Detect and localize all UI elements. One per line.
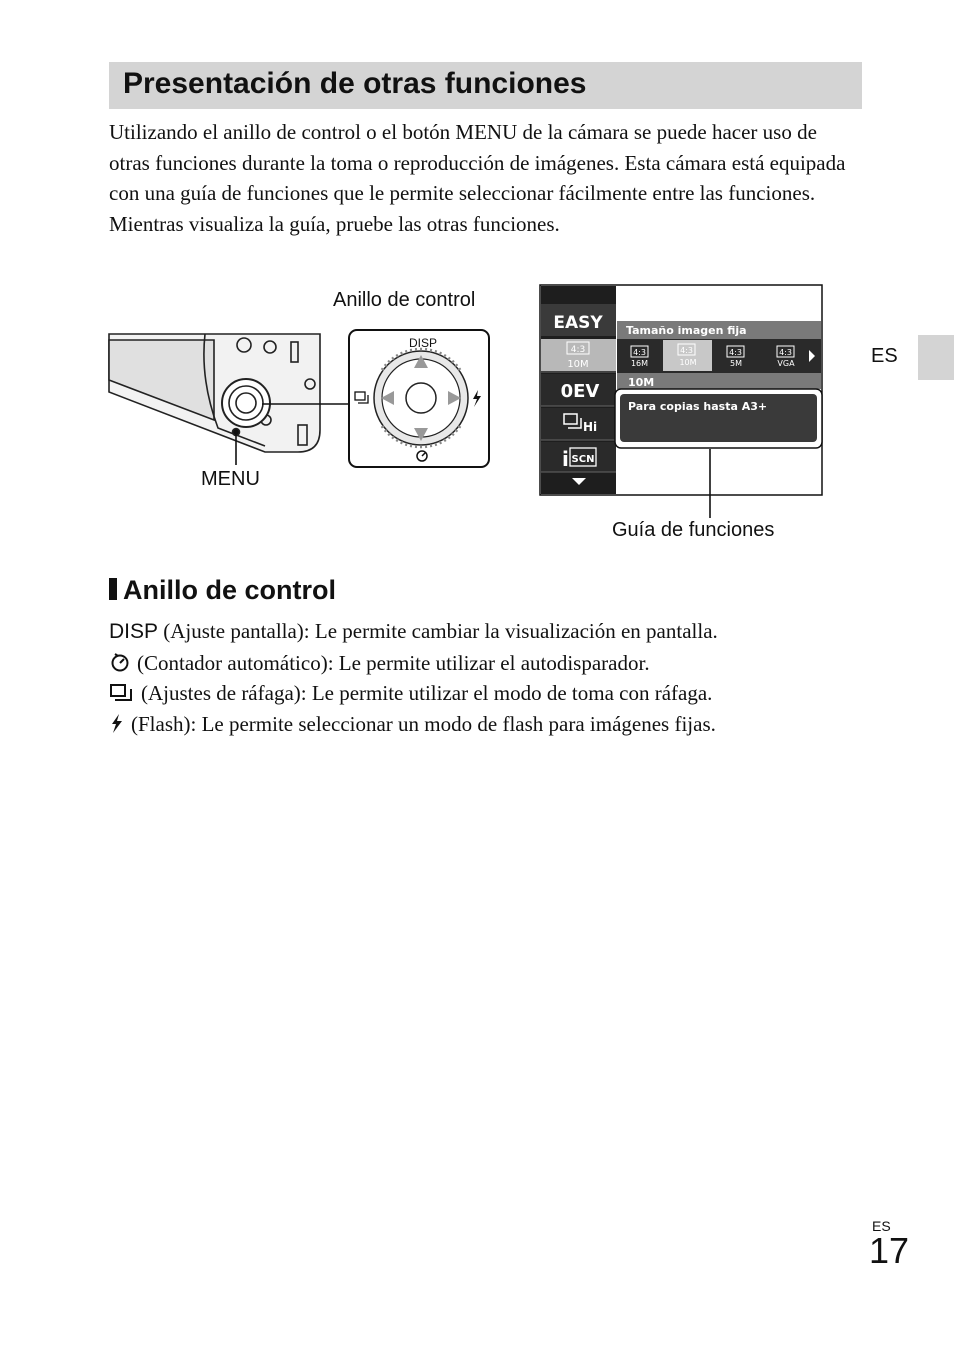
flash-icon <box>109 712 125 734</box>
control-ring-detail <box>349 330 489 467</box>
page-lang: ES <box>872 1218 891 1234</box>
left-aspect-label: 4:3 <box>570 345 586 355</box>
left-size-label: 10M <box>567 359 589 370</box>
intro-paragraph: Utilizando el anillo de control o el botón MENU de la cámara se puede hacer uso de otras funciones durante la toma o reproducción de imágenes. Esta cámara está equipada con una guía de funciones que le permite seleccionar fácilmente entre las funciones. Mientras visualiza la guía, pruebe las otras funciones. <box>109 120 846 236</box>
burst-hi-label: Hi <box>583 420 598 434</box>
burst-icon <box>109 681 135 703</box>
screen-header: Tamaño imagen fija <box>626 324 747 337</box>
option-16m <box>631 346 648 368</box>
svg-text:16M: 16M <box>630 359 649 368</box>
label-control-ring: Anillo de control <box>333 289 476 311</box>
ring-disp-label: DISP <box>408 336 438 350</box>
easy-mode-label: EASY <box>553 313 603 333</box>
guide-text: Para copias hasta A3+ <box>628 400 768 413</box>
svg-text:4:3: 4:3 <box>633 348 646 357</box>
control-ring-list <box>109 616 869 739</box>
svg-text:5M: 5M <box>730 359 742 368</box>
list-item <box>109 678 869 709</box>
label-menu: MENU <box>201 468 260 490</box>
self-timer-icon <box>109 651 131 673</box>
scn-i-glyph: i <box>562 447 569 471</box>
svg-text:4:3: 4:3 <box>729 348 742 357</box>
camera-screen <box>540 285 822 495</box>
scn-label: SCN <box>571 454 595 465</box>
item-text: (Contador automático): Le permite utilizar el autodisparador. <box>137 650 650 675</box>
section-heading <box>109 575 336 606</box>
ev-label: 0EV <box>560 381 600 402</box>
option-5m <box>727 346 744 368</box>
svg-text:4:3: 4:3 <box>680 346 693 355</box>
item-text: (Ajustes de ráfaga): Le permite utilizar el modo de toma con ráfaga. <box>141 681 713 705</box>
list-item <box>109 709 869 740</box>
heading-marker <box>109 578 117 600</box>
svg-text:VGA: VGA <box>777 359 795 368</box>
section-title: Anillo de control <box>123 575 336 605</box>
page-title: Presentación de otras funciones <box>123 67 587 100</box>
side-tab-label: ES <box>871 345 898 367</box>
selected-size-label: 10M <box>628 376 655 389</box>
camera-body <box>109 334 320 452</box>
label-function-guide: Guía de funciones <box>612 519 775 541</box>
figure-illustration <box>0 0 954 560</box>
item-text: (Flash): Le permite seleccionar un modo de flash para imágenes fijas. <box>131 711 716 736</box>
list-item <box>109 648 869 679</box>
list-item <box>109 616 869 648</box>
disp-key: DISP <box>109 620 159 643</box>
svg-text:4:3: 4:3 <box>779 348 792 357</box>
svg-text:10M: 10M <box>679 358 697 367</box>
item-text: (Ajuste pantalla): Le permite cambiar la visualización en pantalla. <box>158 619 718 643</box>
page-number: 17 <box>869 1230 910 1271</box>
